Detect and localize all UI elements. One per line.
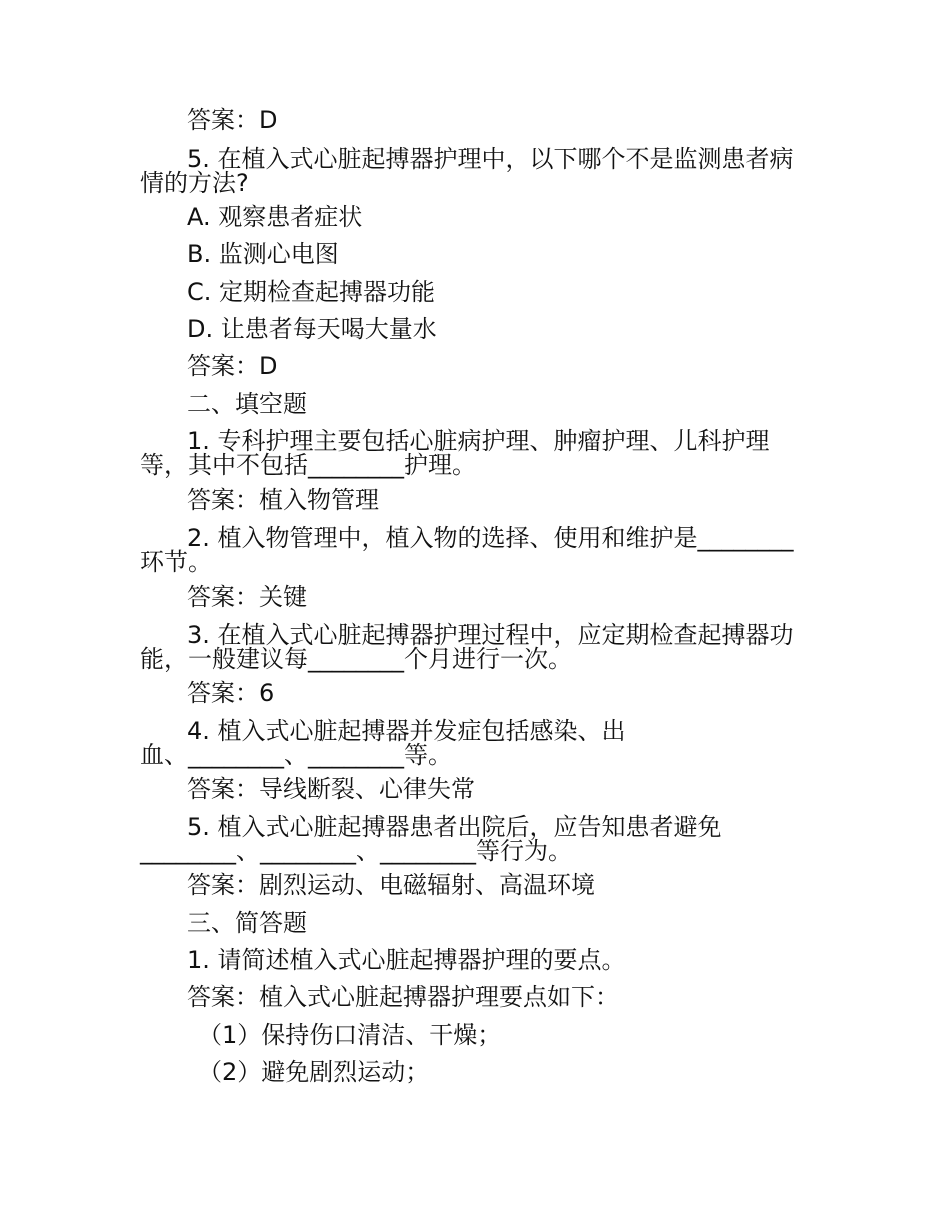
answer-line: 答案：植入式心脏起搏器护理要点如下： <box>187 983 619 1011</box>
section-heading: 二、填空题 <box>187 390 307 418</box>
question-line-wrap: 等，其中不包括________护理。 <box>140 451 476 479</box>
question-line-wrap: 血、________、________等。 <box>140 741 452 769</box>
question-line: 3. 在植入式心脏起搏器护理过程中，应定期检查起搏器功 <box>187 621 794 649</box>
answer-point: （1）保持伤口清洁、干燥； <box>198 1021 502 1049</box>
answer-point: （2）避免剧烈运动； <box>198 1058 430 1086</box>
answer-line: 答案：D <box>187 106 278 134</box>
question-line: 1. 专科护理主要包括心脏病护理、肿瘤护理、儿科护理 <box>187 427 770 455</box>
question-line: 4. 植入式心脏起搏器并发症包括感染、出 <box>187 717 626 745</box>
question-line: 2. 植入物管理中，植入物的选择、使用和维护是________ <box>187 524 794 552</box>
option-d: D. 让患者每天喝大量水 <box>187 315 437 343</box>
answer-line: 答案：剧烈运动、电磁辐射、高温环境 <box>187 871 595 899</box>
question-line-wrap: 环节。 <box>140 548 212 576</box>
question-line-wrap: ________、________、________等行为。 <box>140 837 572 865</box>
answer-line: 答案：6 <box>187 679 275 707</box>
option-c: C. 定期检查起搏器功能 <box>187 278 436 306</box>
question-line: 5. 植入式心脏起搏器患者出院后，应告知患者避免 <box>187 813 722 841</box>
question-line-wrap: 情的方法? <box>140 169 249 197</box>
question-line-wrap: 能，一般建议每________个月进行一次。 <box>140 645 572 673</box>
question-line: 5. 在植入式心脏起搏器护理中，以下哪个不是监测患者病 <box>187 145 794 173</box>
option-b: B. 监测心电图 <box>187 240 339 268</box>
answer-line: 答案：关键 <box>187 583 307 611</box>
answer-line: 答案：植入物管理 <box>187 486 379 514</box>
question-line: 1. 请简述植入式心脏起搏器护理的要点。 <box>187 946 626 974</box>
answer-line: 答案：D <box>187 352 278 380</box>
section-heading: 三、简答题 <box>187 909 307 937</box>
option-a: A. 观察患者症状 <box>187 203 363 231</box>
answer-line: 答案：导线断裂、心律失常 <box>187 775 475 803</box>
